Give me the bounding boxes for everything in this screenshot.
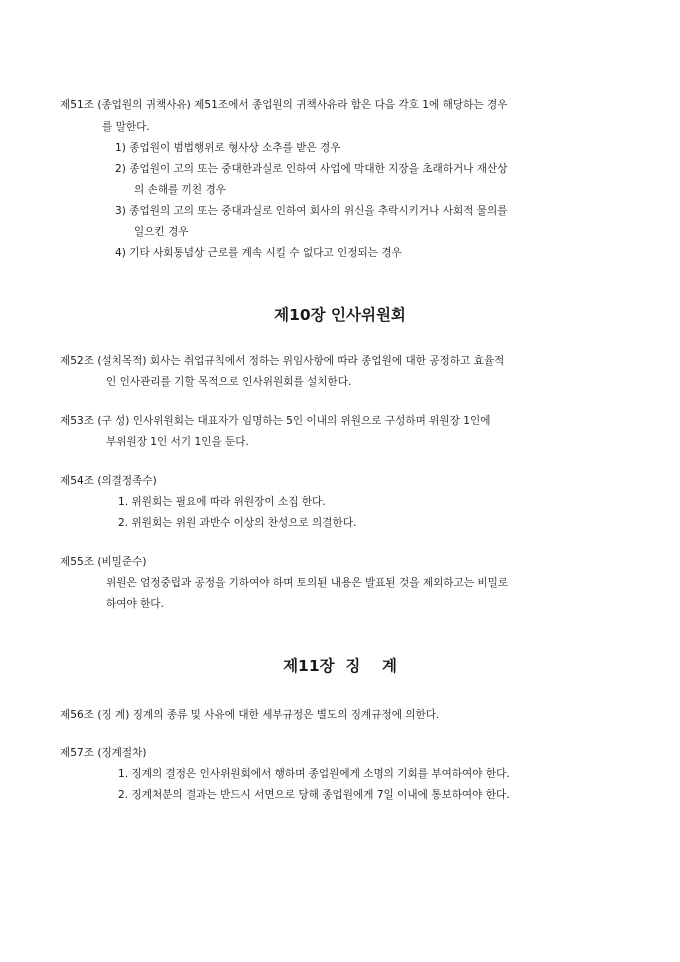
article-57-item-1: 1. 징계의 결정은 인사위원회에서 행하며 종업원에게 소명의 기회를 부여하여야 한다. xyxy=(118,768,510,780)
article-54-title: 제54조 (의결정족수) xyxy=(60,475,157,487)
article-51-item-3: 3) 종업원의 고의 또는 중대과실로 인하여 회사의 위신을 추락시키거나 사회적 물의를 xyxy=(115,205,508,217)
chapter-11-title: 제11장 징 계 xyxy=(283,657,397,675)
article-57-title: 제57조 (징계절차) xyxy=(60,747,147,759)
article-53-line-1: 제53조 (구 성) 인사위원회는 대표자가 임명하는 5인 이내의 위원으로 구성하며 위원장 1인에 xyxy=(60,415,491,427)
chapter-10-title: 제10장 인사위원회 xyxy=(274,306,406,324)
article-53-line-2: 부위원장 1인 서기 1인을 둔다. xyxy=(106,436,249,448)
article-54-item-1: 1. 위원회는 필요에 따라 위원장이 소집 한다. xyxy=(118,496,326,508)
article-51-item-1: 1) 종업원이 범법행위로 형사상 소추를 받은 경우 xyxy=(115,142,341,154)
article-56-line-1: 제56조 (징 계) 징계의 종류 및 사유에 대한 세부규정은 별도의 징계규정에 의한다. xyxy=(60,709,440,721)
article-51-item-4: 4) 기타 사회통념상 근로를 계속 시킬 수 없다고 인정되는 경우 xyxy=(115,247,402,259)
article-57-item-2: 2. 징계처분의 결과는 반드시 서면으로 당해 종업원에게 7일 이내에 통보하여야 한다. xyxy=(118,789,510,801)
article-52-line-1: 제52조 (설치목적) 회사는 취업규칙에서 정하는 위임사항에 따라 종업원에 대한 공정하고 효율적 xyxy=(60,355,505,367)
article-51-line-2: 를 말한다. xyxy=(102,121,150,133)
article-55-title: 제55조 (비밀준수) xyxy=(60,556,147,568)
article-51-item-3-cont: 일으킨 경우 xyxy=(134,226,189,238)
article-55-line-2: 하여야 한다. xyxy=(106,598,164,610)
article-54-item-2: 2. 위원회는 위원 과반수 이상의 찬성으로 의결한다. xyxy=(118,517,357,529)
article-51-item-2: 2) 종업원이 고의 또는 중대한과실로 인하여 사업에 막대한 지장을 초래하거나 재산상 xyxy=(115,163,508,175)
article-51-item-2-cont: 의 손해를 끼친 경우 xyxy=(134,184,226,196)
article-55-line-1: 위원은 엄정중립과 공정을 기하여야 하며 토의된 내용은 발표된 것을 제외하고는 비밀로 xyxy=(106,577,509,589)
article-52-line-2: 인 인사관리를 기할 목적으로 인사위원회를 설치한다. xyxy=(106,376,352,388)
article-51-line-1: 제51조 (종업원의 귀책사유) 제51조에서 종업원의 귀책사유라 함은 다음 각호 1에 해당하는 경우 xyxy=(60,99,508,111)
